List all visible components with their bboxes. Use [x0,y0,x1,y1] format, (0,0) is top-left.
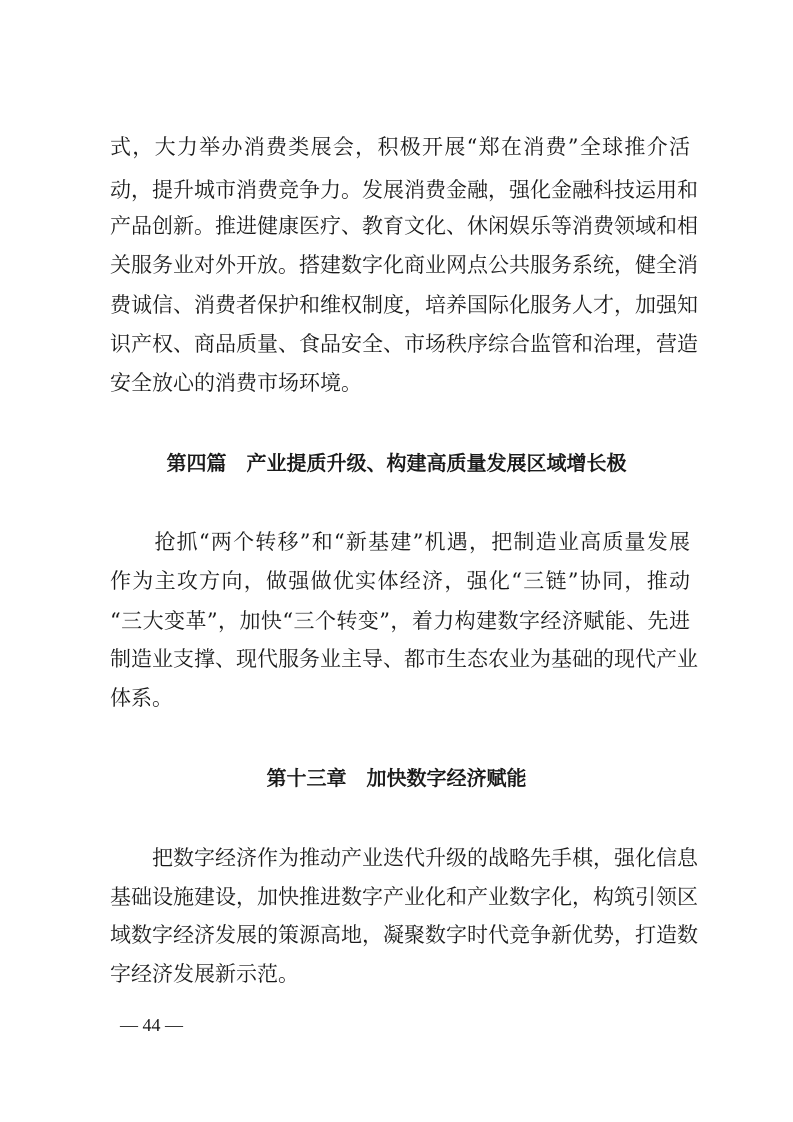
chapter-heading: 第十三章 加快数字经济赋能 [266,766,527,790]
paragraph-line: 制造业支撑、现代服务业主导、都市生态农业为基础的现代产业 [110,647,698,671]
paragraph-line: 安全放心的消费市场环境。 [110,371,362,395]
part-heading: 第四篇 产业提质升级、构建高质量发展区域增长极 [166,451,627,475]
paragraph-line: 字经济发展新示范。 [110,962,299,986]
page-number: — 44 — [120,1015,183,1035]
paragraph-line: 费诚信、消费者保护和维权制度，培养国际化服务人才，加强知 [110,293,698,317]
paragraph-line: 关服务业对外开放。搭建数字化商业网点公共服务系统，健全消 [110,253,698,277]
paragraph-line: 体系。 [110,686,173,710]
paragraph-line: 产品创新。推进健康医疗、教育文化、休闲娱乐等消费领域和相 [110,214,698,238]
paragraph-line: 基础设施建设，加快推进数字产业化和产业数字化，构筑引领区 [110,885,698,909]
paragraph-line: 把数字经济作为推动产业迭代升级的战略先手棋，强化信息 [110,846,698,870]
paragraph-line: 抢抓“两个转移”和“新基建”机遇，把制造业高质量发展 [110,530,690,554]
paragraph-line: 动，提升城市消费竞争力。发展消费金融，强化金融科技运用和 [110,178,698,202]
paragraph-line: 式，大力举办消费类展会，积极开展“郑在消费”全球推介活 [110,135,690,159]
paragraph-line: 识产权、商品质量、食品安全、市场秩序综合监管和治理，营造 [110,332,698,356]
paragraph-line: 作为主攻方向，做强做优实体经济，强化“三链”协同，推动 [110,569,690,593]
paragraph-line: “三大变革”，加快“三个转变”，着力构建数字经济赋能、先进 [110,609,690,633]
paragraph-line: 域数字经济发展的策源高地，凝聚数字时代竞争新优势，打造数 [110,923,698,947]
